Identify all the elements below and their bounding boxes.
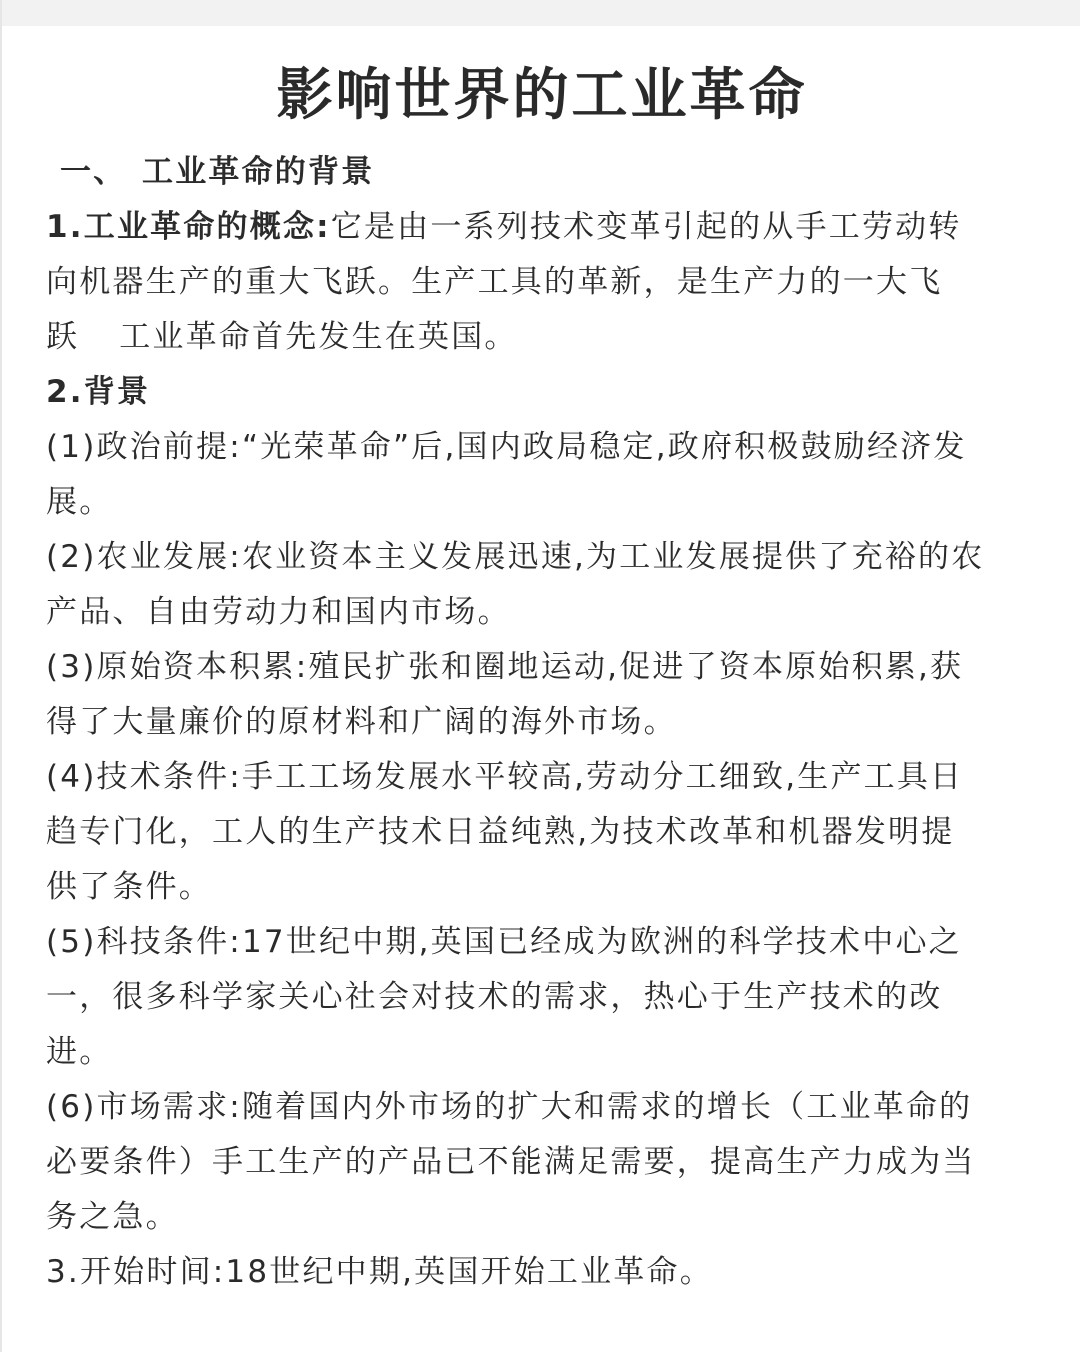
start-time: 3.开始时间:18世纪中期,英国开始工业革命。 <box>46 1254 713 1290</box>
background-label: 2.背景 <box>46 374 151 410</box>
page-title: 影响世界的工业革命 <box>276 63 808 128</box>
section-number: 一、 <box>60 154 127 190</box>
bg-item-5-line-3: 进。 <box>46 1034 113 1070</box>
bg-item-5-line-2: 一，很多科学家关心社会对技术的需求，热心于生产技术的改 <box>46 979 943 1015</box>
bg-item-6-line-1: (6)市场需求:随着国内外市场的扩大和需求的增长（工业革命的 <box>46 1089 973 1125</box>
concept-line-3 <box>46 310 1046 365</box>
bg-item-2-line-2: 产品、自由劳动力和国内市场。 <box>46 594 511 630</box>
concept-text-1: 它是由一系列技术变革引起的从手工劳动转 <box>330 209 962 245</box>
bg-item-5-line-1: (5)科技条件:17世纪中期,英国已经成为欧洲的科学技术中心之 <box>46 924 962 960</box>
concept-text-3b: 工业革命首先发生在英国。 <box>119 319 518 355</box>
bg-item-4-line-1: (4)技术条件:手工工场发展水平较高,劳动分工细致,生产工具日 <box>46 759 964 795</box>
concept-line-1 <box>46 200 1046 255</box>
concept-text-3a: 跃 <box>46 319 80 355</box>
bg-item-6-line-2: 必要条件）手工生产的产品已不能满足需要，提高生产力成为当 <box>46 1144 976 1180</box>
bg-item-6-line-3: 务之急。 <box>46 1199 179 1235</box>
concept-line-2: 向机器生产的重大飞跃。生产工具的革新，是生产力的一大飞 <box>46 264 943 300</box>
top-bar <box>2 0 1080 26</box>
bg-item-3-line-1: (3)原始资本积累:殖民扩张和圈地运动,促进了资本原始积累,获 <box>46 649 964 685</box>
bg-item-2-line-1: (2)农业发展:农业资本主义发展迅速,为工业发展提供了充裕的农 <box>46 539 985 575</box>
bg-item-3-line-2: 得了大量廉价的原材料和广阔的海外市场。 <box>46 704 677 740</box>
document-body <box>46 145 1046 1300</box>
bg-item-1-line-1: (1)政治前提:“光荣革命”后,国内政局稳定,政府积极鼓励经济发 <box>46 429 967 465</box>
section-heading <box>46 145 1046 200</box>
concept-label: 1.工业革命的概念: <box>46 209 331 245</box>
bg-item-4-line-2: 趋专门化，工人的生产技术日益纯熟,为技术改革和机器发明提 <box>46 814 955 850</box>
bg-item-1-line-2: 展。 <box>46 484 113 520</box>
bg-item-4-line-3: 供了条件。 <box>46 869 212 905</box>
section-title: 工业革命的背景 <box>142 154 375 190</box>
